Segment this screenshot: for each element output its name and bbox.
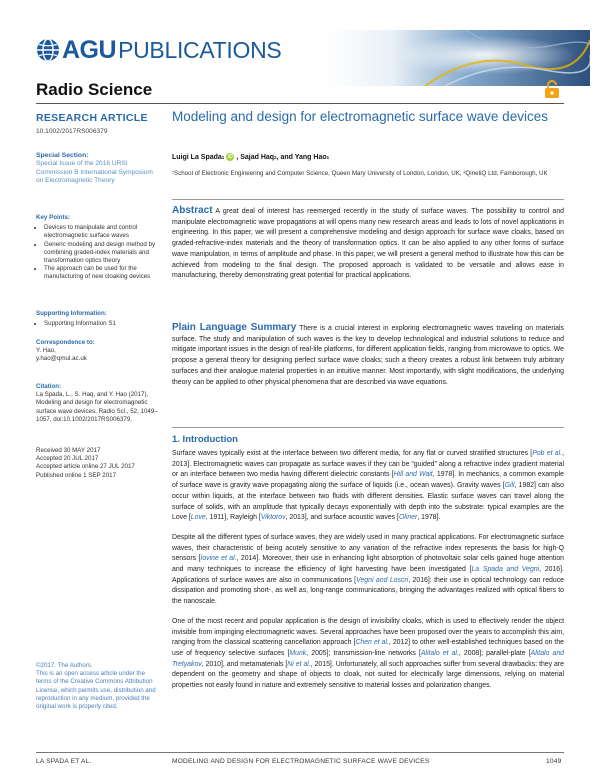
abstract (172, 206, 564, 282)
pls-label: Plain Language Summary (172, 322, 297, 333)
key-point-item: • Devices to manipulate and control electromagnetic surface waves (44, 224, 158, 240)
agu-publications-logo (36, 36, 281, 64)
author-name[interactable]: Luigi La Spada (172, 153, 222, 161)
key-point-item: • Generic modeling and design method by combining graded-index materials and transformation optics theory (44, 241, 158, 266)
correspondence (36, 339, 158, 364)
affiliations: ¹School of Electronic Engineering and Computer Science, Queen Mary University of London, London, UK, ²QinetiQ Ltd, Farnborough, UK (172, 170, 548, 177)
journal-name: Radio Science (36, 80, 153, 99)
introduction-body (172, 449, 564, 701)
article-dates (36, 447, 158, 480)
citation (36, 383, 158, 424)
citation-link[interactable]: Vegni and Loscri (356, 576, 409, 584)
citation-link[interactable]: Munk (289, 649, 307, 657)
paragraph: Surface waves typically exist at the interface between two different media, for any flat or curved stratified structures [Pob et al., 2013]. Electromagnetic waves can propagate as surface waves if they can be “guided” along a refractive index gradient material or an interface between two media having different dielectric constants [Hill and Wait, 1978]. In mechanics, a common example of surface wave is gravity wave propagating along the surface of liquids (i.e., ocean waves). Gravity waves [Gill, 1982] can also occur within liquids, at the interface between two fluids with different densities. Elastic surface waves can travel along the surface of solids, with an amplitude that typically decays exponentially with depth into the substrate: typical examples are the Love [Love, 1911], Rayleigh [Viktorov, 2013], and surface acoustic waves [Oliner, 1978]. (172, 450, 565, 522)
citation-link[interactable]: Hill and Wait (393, 471, 433, 479)
section-divider (172, 427, 564, 428)
correspondence-heading: Correspondence to: (36, 339, 95, 346)
date-accepted: Accepted 20 JUL 2017 (36, 455, 99, 463)
citation-text: La Spada, L., S. Haq, and Y. Hao (2017), Modeling and design for electromagnetic surface wave devices, Radio Sci., 52, 1049–1057, doi:10.1002/2017RS006379. (36, 391, 158, 423)
citation-link[interactable]: Pob et al. (532, 450, 563, 457)
affiliation-mark: 1 (221, 154, 225, 160)
running-authors: LA SPADA ET AL. (36, 758, 92, 765)
correspondence-email[interactable]: y.hao@qmul.ac.uk (36, 355, 87, 363)
pls-text: There is a crucial interest in exploring electromagnetic waves traveling on materials surface. The study and manipulation of such waves is the key to develop technological and industrial solutions to reduce and mitigate important issues in the design of real-life platforms, for different application fields, ranging from microwave to optics. We propose a general theory for designing perfect surface wave cloaks; such a theory creates a robust link between truly arbitrary surfaces and their analogue material properties in an intuitive manner. Most importantly, with slight modifications, the underlying theory can be applied to other physical phenomena that are described via wave equations. (172, 325, 564, 386)
special-section-heading: Special Section: (36, 152, 89, 159)
citation-link[interactable]: Alitalo and Tretyakov (172, 649, 564, 668)
article-doi[interactable]: 10.1002/2017RS006379 (36, 128, 108, 135)
logo-publications-text: PUBLICATIONS (118, 37, 282, 63)
section-title: 1. Introduction (172, 434, 238, 445)
affiliation-mark: 2 (274, 154, 277, 160)
date-published: Published online 1 SEP 2017 (36, 471, 117, 479)
title-divider (172, 199, 564, 200)
supporting-heading: Supporting Information: (36, 310, 107, 317)
footer-divider (36, 752, 564, 753)
abstract-text: A great deal of interest has reemerged recently in the study of surface waves. The possibility to control and manipulate electromagnetic wave propagations at will opens many new research areas and leads to lots of novel applications in engineering. In this paper, we will present a comprehensive modeling and design approach for surface wave cloaks, based on graded-refractive-index materials and the theory of transformation optics. It can be also applied to any other forms of surface wave manipulation, in terms of amplitude and phase. In this paper, we will present a general method to illustrate how this can be achieved from modeling to the final design. The proposed approach is validated to be versatile and allows ease in manufacturing, thereby demonstrating great potential for practical applications. (172, 208, 564, 280)
running-title: MODELING AND DESIGN FOR ELECTROMAGNETIC SURFACE WAVE DEVICES (172, 758, 430, 765)
citation-link[interactable]: Love (190, 514, 206, 522)
page-number: 1049 (546, 758, 562, 765)
correspondence-name: Y. Hao, (36, 347, 56, 355)
citation-link[interactable]: Oliner (398, 514, 418, 522)
date-received: Received 30 MAY 2017 (36, 447, 101, 454)
author-name[interactable]: , Sajad Haq (236, 153, 275, 161)
supporting-item[interactable]: • Supporting Information S1 (44, 320, 158, 328)
license-text[interactable]: This is an open access article under the terms of the Creative Commons Attribution License, which permits use, distribution and reproduction in any medium, provided the original work is properly cited. (36, 670, 156, 711)
logo-agu-text: AGU (62, 36, 117, 64)
key-point-item: • The approach can be used for the manufacturing of new cloaking devices (44, 265, 158, 281)
date-accepted-online: Accepted article online 27 JUL 2017 (36, 463, 135, 471)
open-access-lock-icon (544, 80, 560, 98)
abstract-label: Abstract (172, 205, 213, 216)
paragraph: Despite all the different types of surface waves, they are widely used in many practical applications. For electromagnetic surface waves, their characteristic of being acutely sensitive to any variation of the refractive index represents the basis for high-Q sensors [Iovine et al., 2014]. Moreover, their use in enhancing light absorption of photovoltaic solar cells gained huge attention and many techniques to increase the efficiency of light harvesting have been investigated [La Spada and Vegni, 2016]. Applications of surface waves are also in communications [Vegni and Loscri, 2016]: their use in optical technology can reduce dissipation and promoting short-, as well as, long-range communications, bringing the advantages realized with optical fibers to the nanoscale. (172, 533, 565, 606)
citation-link[interactable]: Alitalo et al. (420, 649, 459, 657)
citation-link[interactable]: Iovine et al. (200, 555, 237, 563)
plain-language-summary (172, 323, 564, 388)
author-name[interactable]: , and Yang Hao (276, 153, 327, 161)
globe-icon (36, 38, 60, 62)
copyright: ©2017. The Authors. (36, 662, 93, 669)
key-points (36, 214, 158, 282)
citation-link[interactable]: Ni et al. (287, 660, 311, 668)
article-title: Modeling and design for electromagnetic surface wave devices (172, 109, 548, 124)
article-type: RESEARCH ARTICLE (36, 112, 148, 124)
author-list (172, 153, 329, 161)
citation-heading: Citation: (36, 383, 62, 390)
special-section (36, 152, 158, 186)
paragraph: One of the most recent and popular application is the design of invisibility cloaks, which is used to effectively render the object invisible from impinging electromagnetic waves. Several approaches have been proposed over the years to accomplish this aim, ranging from the classical scattering cancellation approach [Chen et al., 2012] to other well-established techniques based on the use of frequency selective surfaces [Munk, 2005]; transmission-line networks [Alitalo et al., 2008]; parallel-plate [Alitalo and Tretyakov, 2010], and metamaterials [Ni et al., 2015]. Unfortunately, all such approaches suffer from several drawbacks: they are dependent on the geometry and shape of objects to cloak, not suited for electrically large dimensions, relying on material properties not easily found in nature and extremely sensitive to material losses and polarization changes. (172, 617, 564, 690)
special-section-text[interactable]: Special Issue of the 2016 URSI Commission B International Symposium on Electromagnetic Theory (36, 160, 153, 185)
citation-link[interactable]: La Spada and Vegni (471, 566, 540, 574)
supporting-information (36, 310, 158, 328)
orcid-icon[interactable]: iD (227, 154, 233, 160)
citation-link[interactable]: Chen et al. (355, 639, 389, 647)
citation-link[interactable]: Gill (504, 482, 515, 490)
copyright-license (36, 662, 158, 711)
citation-link[interactable]: Viktorov (260, 514, 286, 522)
affiliation-mark: 1 (326, 154, 330, 160)
header-divider (36, 103, 564, 104)
key-points-heading: Key Points: (36, 214, 71, 221)
journal-banner-image (325, 30, 590, 86)
